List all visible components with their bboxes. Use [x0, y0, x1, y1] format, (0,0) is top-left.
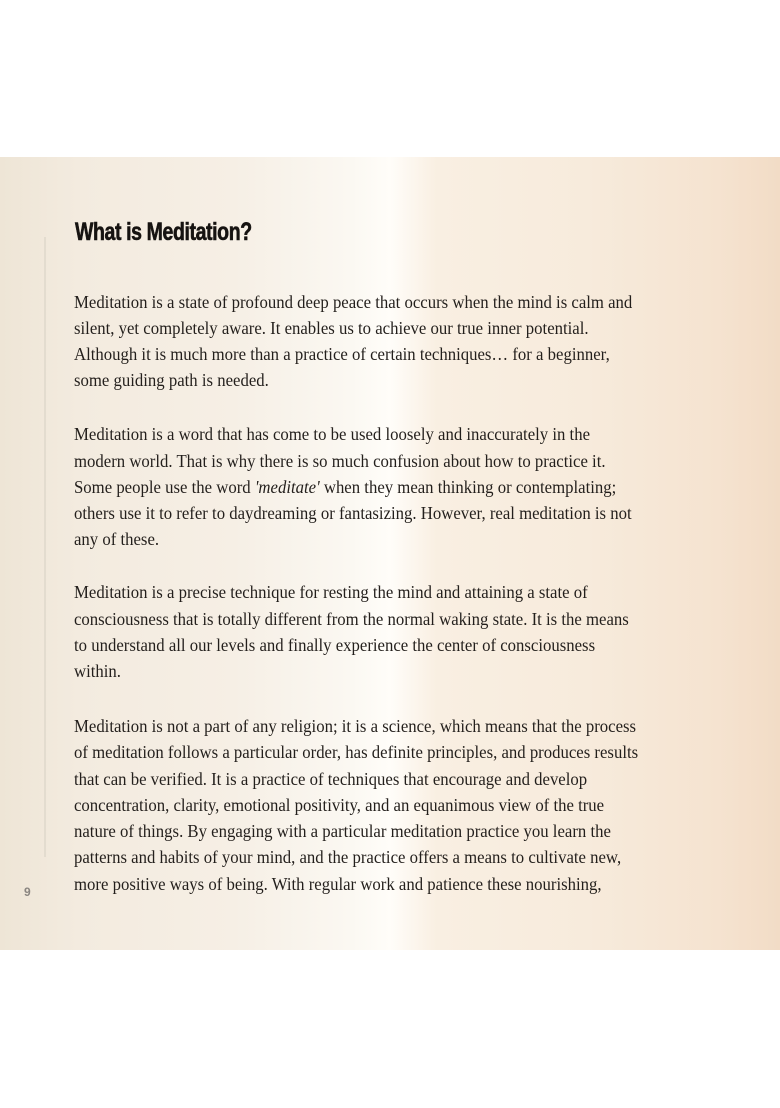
p2-l5: any of these.	[74, 529, 160, 549]
p4-l2: of meditation follows a particular order, has definite principles, and produces results	[74, 742, 639, 762]
p1-l4: some guiding path is needed.	[74, 370, 269, 390]
p4-l7: more positive ways of being. With regular work and patience these nourishing,	[74, 874, 602, 894]
p4-l1: Meditation is not a part of any religion; it is a science, which means that the process	[74, 716, 637, 736]
p4-l5: nature of things. By engaging with a particular meditation practice you learn the	[74, 821, 611, 841]
p1-l3: Although it is much more than a practice of certain techniques… for a beginner,	[74, 344, 610, 364]
p2-l2: modern world. That is why there is so much confusion about how to practice it.	[74, 451, 606, 471]
text: when they mean thinking or contemplating;	[319, 477, 617, 497]
p4-l3: that can be verified. It is a practice of techniques that encourage and develop	[74, 769, 588, 789]
p2-l4: others use it to refer to daydreaming or fantasizing. However, real meditation is not	[74, 503, 632, 523]
p4-l4: concentration, clarity, emotional positivity, and an equanimous view of the true	[74, 795, 605, 815]
p2-l1: Meditation is a word that has come to be used loosely and inaccurately in the	[74, 424, 591, 444]
text: Some people use the word	[74, 477, 255, 497]
p1-l1: Meditation is a state of profound deep peace that occurs when the mind is calm and	[74, 292, 633, 312]
p1-l2: silent, yet completely aware. It enables us to achieve our true inner potential.	[74, 318, 589, 338]
p3-l3: to understand all our levels and finally experience the center of consciousness	[74, 635, 596, 655]
page-title: What is Meditation?	[75, 218, 252, 246]
italic-term: 'meditate'	[254, 477, 320, 497]
p3-l2: consciousness that is totally different from the normal waking state. It is the means	[74, 609, 629, 629]
p3-l4: within.	[74, 661, 121, 681]
page-gutter	[44, 237, 46, 857]
page-number: 9	[24, 885, 31, 899]
p3-l1: Meditation is a precise technique for resting the mind and attaining a state of	[74, 582, 588, 602]
p2-l3	[74, 477, 616, 498]
p4-l6: patterns and habits of your mind, and the practice offers a means to cultivate new,	[74, 847, 622, 867]
